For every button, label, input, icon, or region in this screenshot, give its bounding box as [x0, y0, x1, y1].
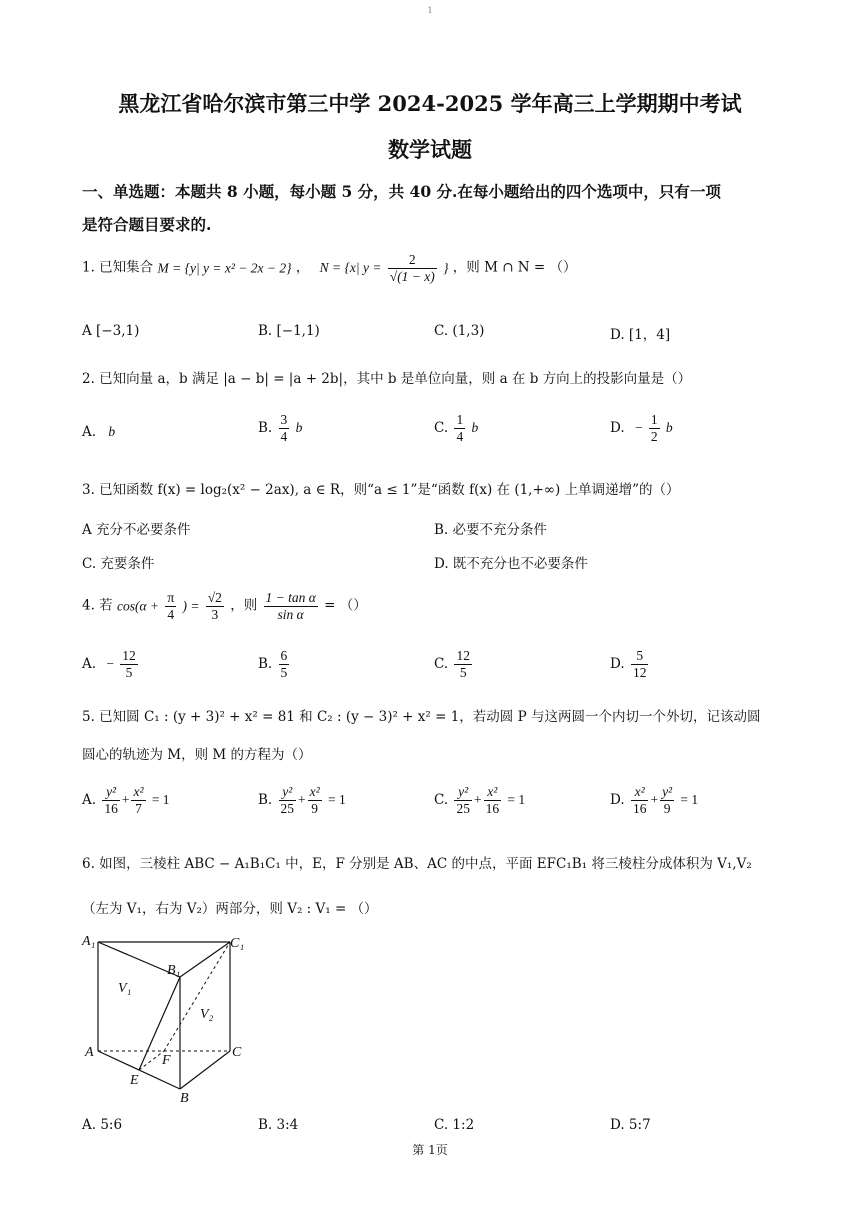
q4-option-b-label: B.	[258, 656, 273, 673]
question-4	[82, 590, 367, 622]
q4-option-b	[258, 648, 291, 680]
question-5-line2: 圆心的轨迹为 M，则 M 的方程为（）	[82, 747, 312, 763]
q4-option-c-fraction	[454, 648, 472, 680]
q1-option-a: A [−3,1)	[82, 323, 140, 339]
q5-option-c-d1: 25	[456, 800, 470, 816]
q1-set-n-den: √(1 − x)	[389, 268, 435, 284]
q5-option-c-frac1	[454, 784, 472, 816]
q5-option-a-n1: y²	[106, 784, 117, 799]
q4-option-d-num: 5	[636, 648, 644, 663]
q4-pi-den: 4	[165, 606, 176, 623]
q4-option-b-fraction	[279, 648, 290, 680]
q5-option-a-d1: 16	[104, 800, 118, 816]
q5-option-d-n1: x²	[634, 784, 645, 799]
q4-option-a-label: A.	[82, 656, 97, 673]
exam-subtitle: 数学试题	[388, 137, 472, 162]
q2-option-d-label: D.	[610, 420, 625, 437]
q4-suffix: = （）	[324, 597, 367, 614]
q2-option-d-sign: −	[634, 420, 643, 436]
q2-option-c-label: C.	[434, 420, 449, 437]
q4-pi-fraction	[165, 590, 176, 622]
q1-set-n-num: 2	[408, 252, 416, 267]
label-a1: A₁	[82, 934, 96, 949]
q5-option-b: B. $\frac{\text{y²}}{25}$ + $\frac{\text{x²}}{9}$ = 1	[258, 784, 346, 816]
edge-b-c	[180, 1051, 230, 1089]
q5-option-c-n2: x²	[487, 784, 498, 799]
q5-option-d-d2: 9	[660, 800, 674, 817]
q5-option-c-frac2	[484, 784, 502, 816]
q4-cos: cos(α +	[116, 598, 160, 614]
label-c: C	[232, 1045, 242, 1060]
q2-option-b	[258, 412, 302, 444]
q5-option-d-frac2	[660, 784, 674, 816]
section-instructions-line1: 一、单选题：本题共 8 小题，每小题 5 分，共 40 分.在每小题给出的四个选项中，只有一项	[82, 182, 721, 201]
q5-option-b-n1: y²	[282, 784, 293, 799]
q4-quotient-fraction	[264, 590, 318, 622]
label-v1: V₁	[118, 981, 132, 996]
q4-quotient-num: 1 − tan α	[265, 590, 316, 605]
q6-option-a: A. 5:6	[82, 1117, 123, 1133]
q5-option-b-n2: x²	[309, 784, 320, 799]
question-3: 3. 已知函数 f(x) = log₂(x² − 2ax), a ∈ R，则“a ≤ 1”是“函数 f(x) 在 (1,+∞) 上单调递增”的（）	[82, 482, 680, 498]
q4-pi-num: π	[167, 590, 175, 605]
q5-option-d-frac1	[631, 784, 649, 816]
q4-option-c-den: 5	[454, 664, 472, 681]
q4-option-d-fraction	[631, 648, 649, 680]
question-6-line2: （左为 V₁，右为 V₂）两部分，则 V₂ : V₁ = （）	[82, 901, 378, 917]
q3-option-c: C. 充要条件	[82, 556, 155, 572]
q1-suffix: ，则 M ∩ N = （）	[452, 259, 577, 276]
q4-option-b-den: 5	[280, 664, 288, 680]
question-5-line1: 5. 已知圆 C₁ : (y + 3)² + x² = 81 和 C₂ : (y − 3)² + x² = 1，若动圆 P 与这两圆一个内切一个外切，记该动圆	[82, 709, 761, 725]
q4-mid: ，则	[230, 597, 258, 614]
q2-option-b-tail: b	[295, 420, 303, 436]
q4-prefix: 4. 若	[82, 597, 113, 614]
page-marker: 1	[427, 6, 433, 15]
q1-set-n-fraction	[388, 252, 437, 284]
q1-set-m: M = {y| y = x² − 2x − 2}	[157, 260, 292, 276]
q5-option-b-d1: 25	[280, 800, 295, 816]
q4-option-d-den: 12	[632, 664, 647, 680]
label-f: F	[162, 1053, 171, 1068]
q2-option-c	[434, 412, 478, 444]
exam-title: 黑龙江省哈尔滨市第三中学 2024-2025 学年高三上学期期中考试	[118, 91, 742, 116]
q5-option-b-frac1	[279, 784, 297, 816]
q5-option-a-frac1	[102, 784, 120, 816]
q2-option-a-expr: b	[108, 424, 116, 439]
prism-figure	[80, 930, 260, 1105]
q1-set-n-close: }	[443, 260, 449, 276]
q1-option-c: C. (1,3)	[434, 323, 485, 339]
q4-rhs-num: √2	[207, 590, 222, 605]
q4-option-d	[610, 648, 650, 680]
q4-rhs-den: 3	[206, 606, 224, 623]
q2-option-d	[610, 412, 673, 444]
q4-option-a-fraction	[120, 648, 138, 680]
question-2: 2. 已知向量 a，b 满足 |a − b| = |a + 2b|，其中 b 是单位向量，则 a 在 b 方向上的投影向量是（）	[82, 371, 692, 387]
q5-option-a-frac2	[131, 784, 145, 816]
q1-prefix: 1. 已知集合	[82, 259, 154, 276]
q2-option-c-tail: b	[471, 420, 479, 436]
q4-option-b-num: 6	[280, 648, 288, 663]
q4-option-a-num: 12	[122, 648, 136, 663]
q5-option-c-label: C.	[434, 792, 449, 809]
hidden-edge-f-c1	[164, 942, 230, 1051]
label-v2: V₂	[200, 1007, 214, 1022]
q5-option-c: C. $\frac{\text{y²}}{25}$ + $\frac{\text{x²}}{16}$ = 1	[434, 784, 526, 816]
q5-option-a: A. $\frac{\text{y²}}{16}$ + $\frac{\text{x²}}{7}$ = 1	[82, 784, 170, 816]
edge-b1-c1	[180, 942, 230, 977]
q1-set-n-lhs: N = {x| y =	[319, 260, 382, 276]
q6-option-b: B. 3:4	[258, 1117, 299, 1133]
q2-option-c-num: 1	[456, 412, 464, 427]
q5-option-d-d1: 16	[632, 800, 647, 816]
q4-option-c-label: C.	[434, 656, 449, 673]
q4-option-d-label: D.	[610, 656, 625, 673]
label-b: B	[180, 1091, 189, 1105]
q2-option-b-fraction	[279, 412, 290, 444]
q2-option-c-den: 4	[456, 428, 464, 444]
q6-option-c: C. 1:2	[434, 1117, 475, 1133]
q5-option-d: D. $\frac{\text{x²}}{16}$ + $\frac{\text{y²}}{9}$ = 1	[610, 784, 699, 816]
edge-b1-e	[139, 977, 180, 1070]
q4-option-c	[434, 648, 474, 680]
label-b1: B₁	[167, 963, 181, 978]
q2-option-c-fraction	[454, 412, 465, 444]
q4-close: ) =	[182, 598, 200, 614]
q3-option-a: A 充分不必要条件	[82, 522, 191, 538]
q4-option-a-sign: −	[106, 656, 114, 672]
q5-option-b-label: B.	[258, 792, 273, 809]
q2-option-b-num: 3	[280, 412, 288, 427]
q5-option-d-n2: y²	[662, 784, 673, 799]
q6-option-d: D. 5:7	[610, 1117, 651, 1133]
q4-option-a-den: 5	[120, 664, 138, 681]
q5-option-d-eq: = 1	[680, 792, 699, 808]
q5-option-b-d2: 9	[308, 800, 322, 817]
q3-option-b: B. 必要不充分条件	[434, 522, 548, 538]
page-footer: 第 1页	[412, 1143, 448, 1157]
q2-option-d-tail: b	[665, 420, 673, 436]
q2-option-a	[82, 424, 115, 440]
q4-option-a	[82, 648, 140, 680]
q4-option-c-num: 12	[456, 648, 470, 663]
q2-option-b-den: 4	[280, 428, 288, 444]
q5-option-a-label: A.	[82, 792, 97, 809]
label-e: E	[130, 1073, 139, 1088]
q5-option-c-n1: y²	[458, 784, 469, 799]
q3-option-d: D. 既不充分也不必要条件	[434, 556, 588, 572]
question-6-line1: 6. 如图，三棱柱 ABC − A₁B₁C₁ 中，E，F 分别是 AB、AC 的中点，平面 EFC₁B₁ 将三棱柱分成体积为 V₁,V₂	[82, 856, 752, 872]
q2-option-d-num: 1	[650, 412, 658, 427]
q2-option-a-label: A.	[82, 424, 97, 440]
q5-option-b-eq: = 1	[327, 792, 346, 808]
q5-option-c-d2: 16	[485, 800, 500, 816]
q5-option-a-d2: 7	[131, 800, 145, 817]
question-1	[82, 252, 577, 284]
q5-option-c-eq: = 1	[507, 792, 526, 808]
q1-option-b: B. [−1,1)	[258, 323, 320, 339]
q5-option-b-frac2	[308, 784, 322, 816]
q1-option-d: D. [1，4]	[610, 327, 671, 343]
q5-option-a-eq: = 1	[151, 792, 170, 808]
q2-option-b-label: B.	[258, 420, 273, 437]
q1-sep: ，	[295, 259, 310, 276]
q5-option-a-n2: x²	[133, 784, 144, 799]
q2-option-d-den: 2	[650, 428, 658, 444]
q4-rhs-fraction	[206, 590, 224, 622]
label-c1: C₁	[230, 936, 245, 951]
label-a: A	[85, 1045, 94, 1060]
q2-option-d-fraction	[649, 412, 660, 444]
section-instructions-line2: 是符合题目要求的.	[82, 215, 212, 234]
q4-quotient-den: sin α	[264, 606, 318, 623]
q5-option-d-label: D.	[610, 792, 625, 809]
